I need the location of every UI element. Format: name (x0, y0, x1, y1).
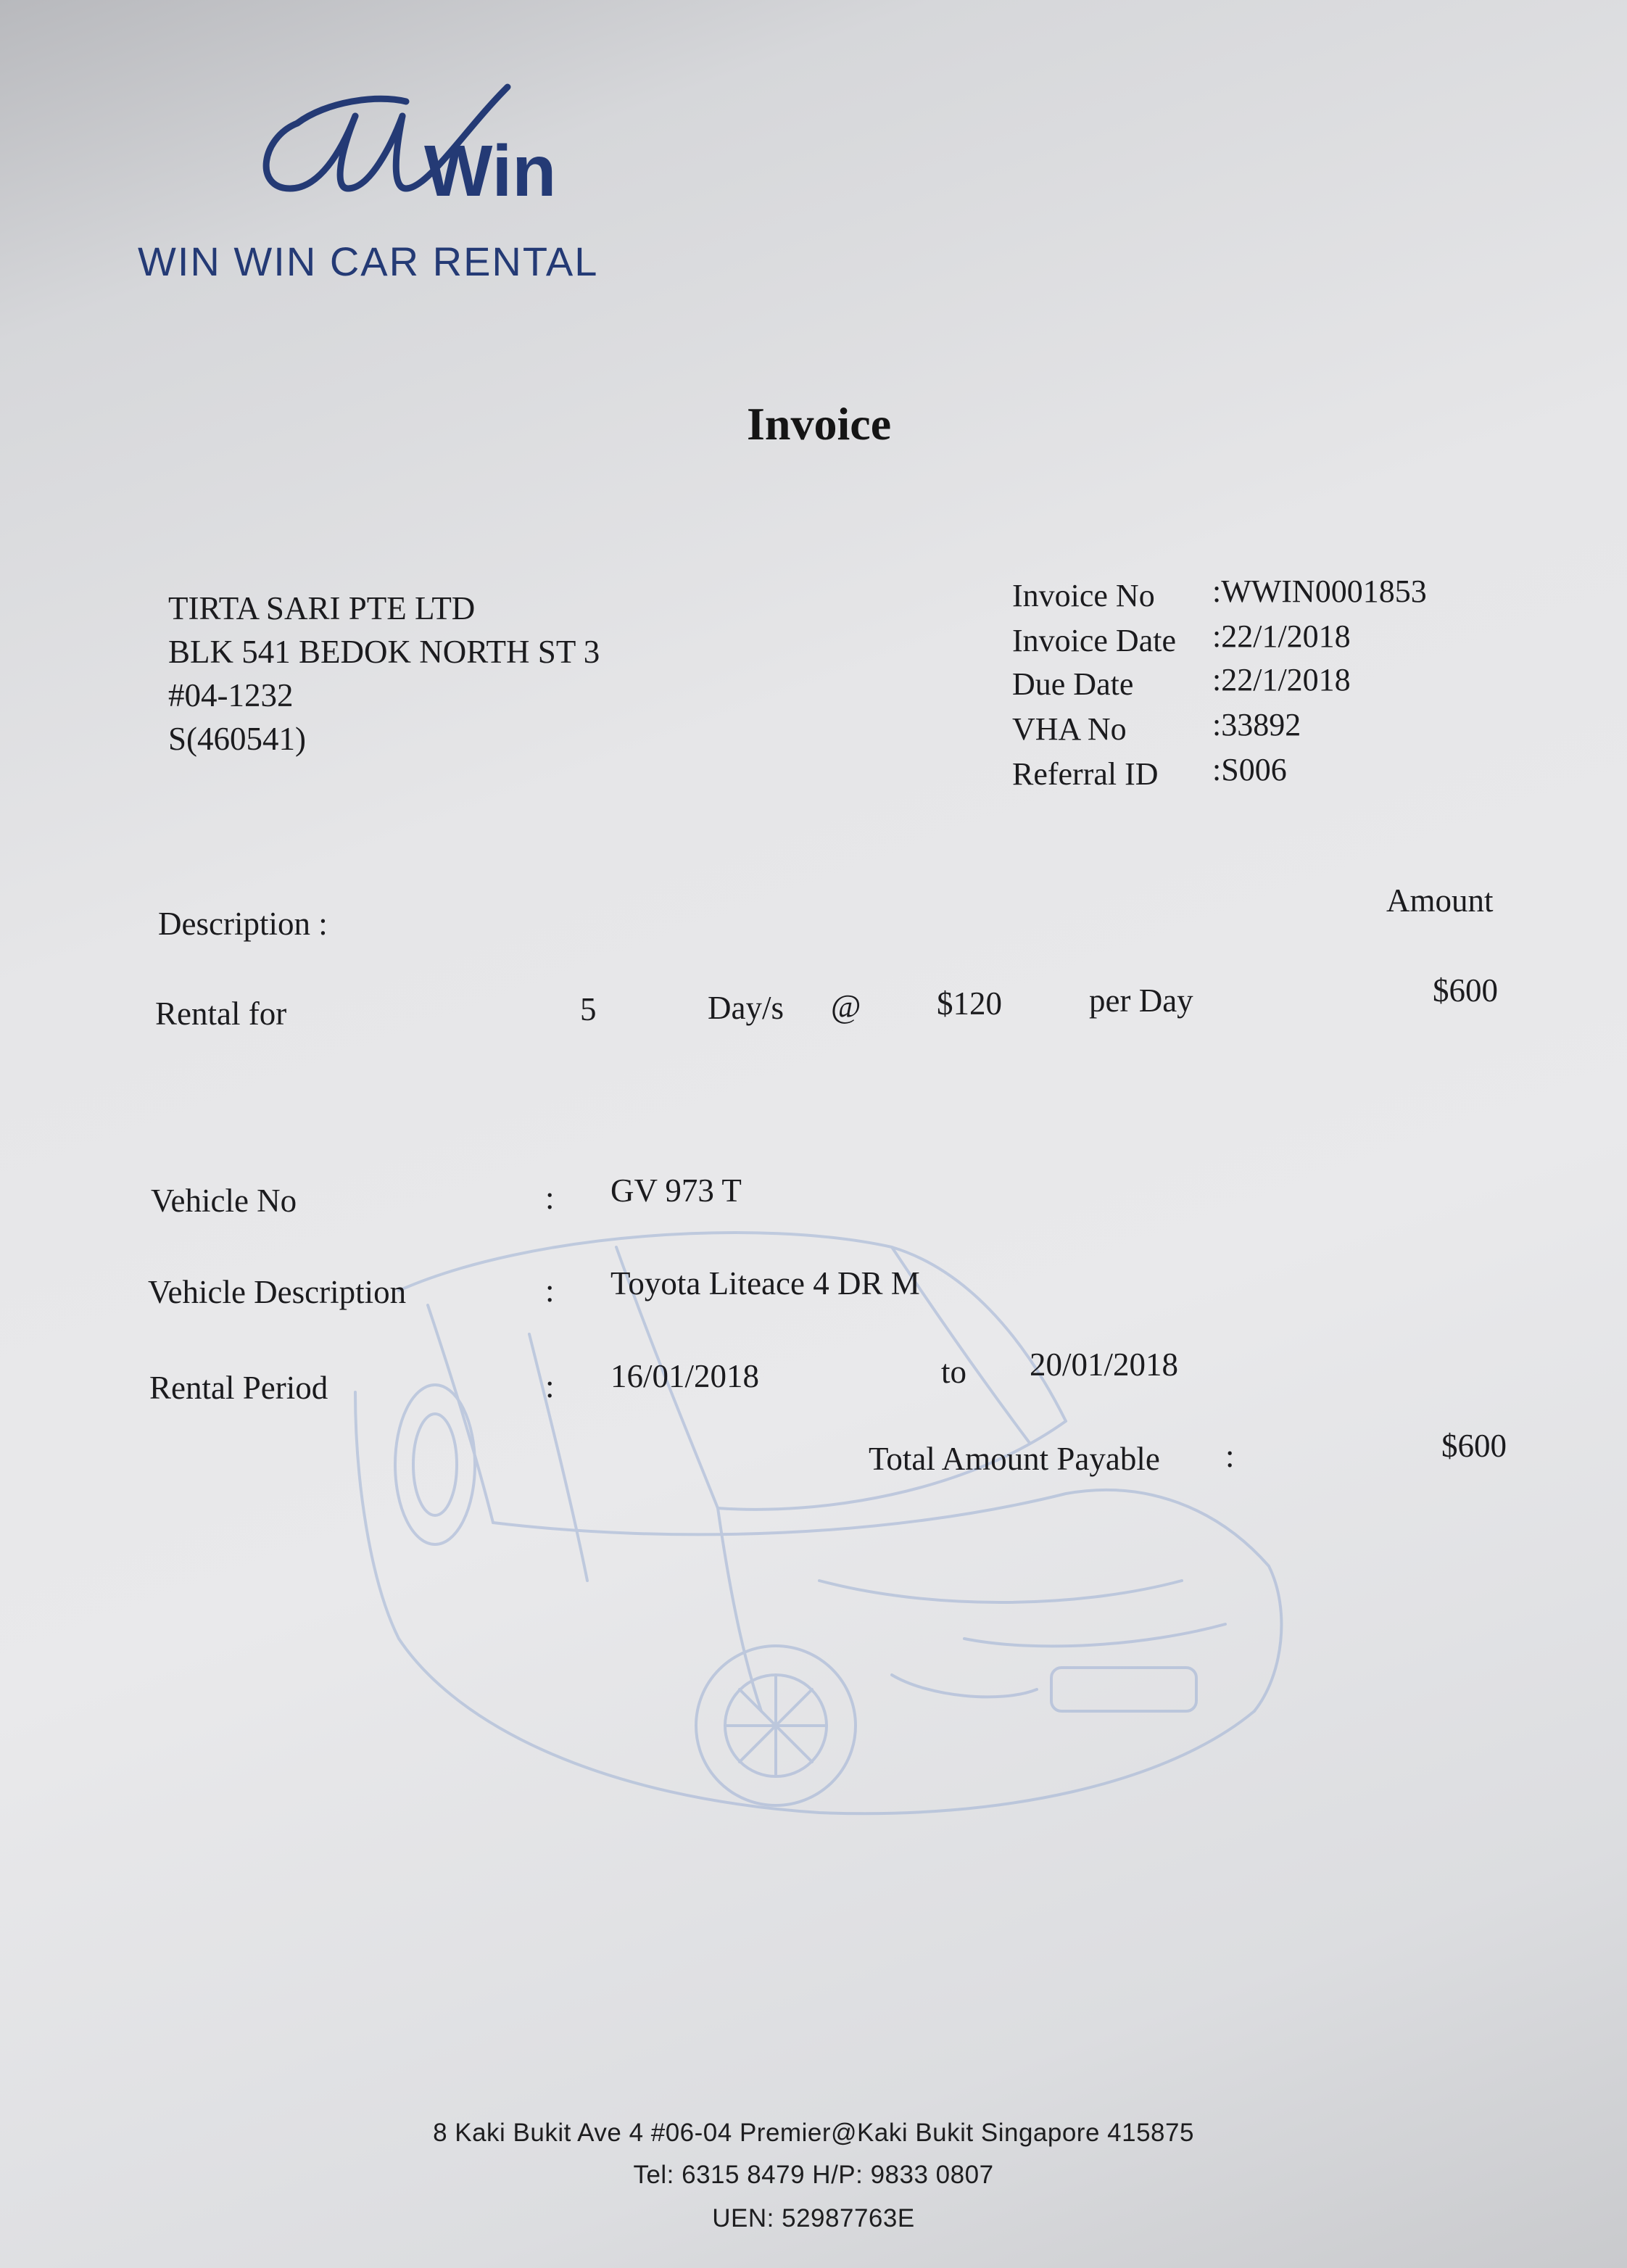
company-name: WIN WIN CAR RENTAL (138, 239, 599, 284)
invoice-no-value: :WWIN0001853 (1212, 574, 1427, 609)
line-item-unit: Day/s (708, 990, 784, 1026)
rental-period-to-word: to (941, 1354, 967, 1390)
footer-phone: Tel: 6315 8479 H/P: 9833 0807 (633, 2161, 994, 2189)
footer-uen: UEN: 52987763E (712, 2204, 915, 2232)
vehicle-no-value: GV 973 T (610, 1172, 742, 1209)
vehicle-description-value: Toyota Liteace 4 DR M (610, 1265, 920, 1301)
referral-id-label: Referral ID (1012, 756, 1159, 792)
vehicle-no-label: Vehicle No (151, 1183, 297, 1219)
amount-header: Amount (1386, 882, 1494, 919)
total-colon: : (1225, 1438, 1235, 1474)
rental-period-to: 20/01/2018 (1030, 1346, 1179, 1383)
line-item-per-day: per Day (1089, 982, 1193, 1019)
referral-id-value: :S006 (1212, 752, 1287, 787)
rental-period-label: Rental Period (149, 1370, 328, 1406)
bill-to-line: #04-1232 (168, 677, 294, 713)
vehicle-description-colon: : (545, 1272, 555, 1309)
vehicle-description-label: Vehicle Description (148, 1274, 407, 1310)
due-date-label: Due Date (1012, 666, 1134, 702)
logo-text: Win (424, 131, 557, 210)
total-label: Total Amount Payable (869, 1441, 1160, 1477)
vha-no-label: VHA No (1012, 711, 1127, 747)
description-header: Description : (158, 906, 328, 942)
bill-to-line: BLK 541 BEDOK NORTH ST 3 (168, 634, 600, 670)
vehicle-no-colon: : (545, 1180, 555, 1216)
line-item-amount: $600 (1433, 972, 1498, 1009)
bill-to-line: TIRTA SARI PTE LTD (168, 590, 476, 626)
due-date-value: :22/1/2018 (1212, 662, 1351, 698)
invoice-no-label: Invoice No (1012, 578, 1155, 613)
line-item-quantity: 5 (580, 991, 597, 1027)
rental-period-colon: : (545, 1368, 555, 1404)
company-logo (247, 73, 566, 210)
bill-to-line: S(460541) (168, 721, 306, 757)
invoice-date-value: :22/1/2018 (1212, 618, 1351, 654)
line-item-label: Rental for (155, 996, 287, 1032)
vha-no-value: :33892 (1212, 707, 1301, 742)
line-item-rate: $120 (937, 985, 1002, 1022)
document-title: Invoice (747, 398, 892, 450)
line-item-at: @ (831, 988, 861, 1025)
total-value: $600 (1441, 1428, 1507, 1464)
footer-address: 8 Kaki Bukit Ave 4 #06-04 Premier@Kaki Bukit Singapore 415875 (433, 2119, 1194, 2147)
invoice-date-label: Invoice Date (1012, 623, 1176, 658)
rental-period-from: 16/01/2018 (610, 1358, 760, 1394)
